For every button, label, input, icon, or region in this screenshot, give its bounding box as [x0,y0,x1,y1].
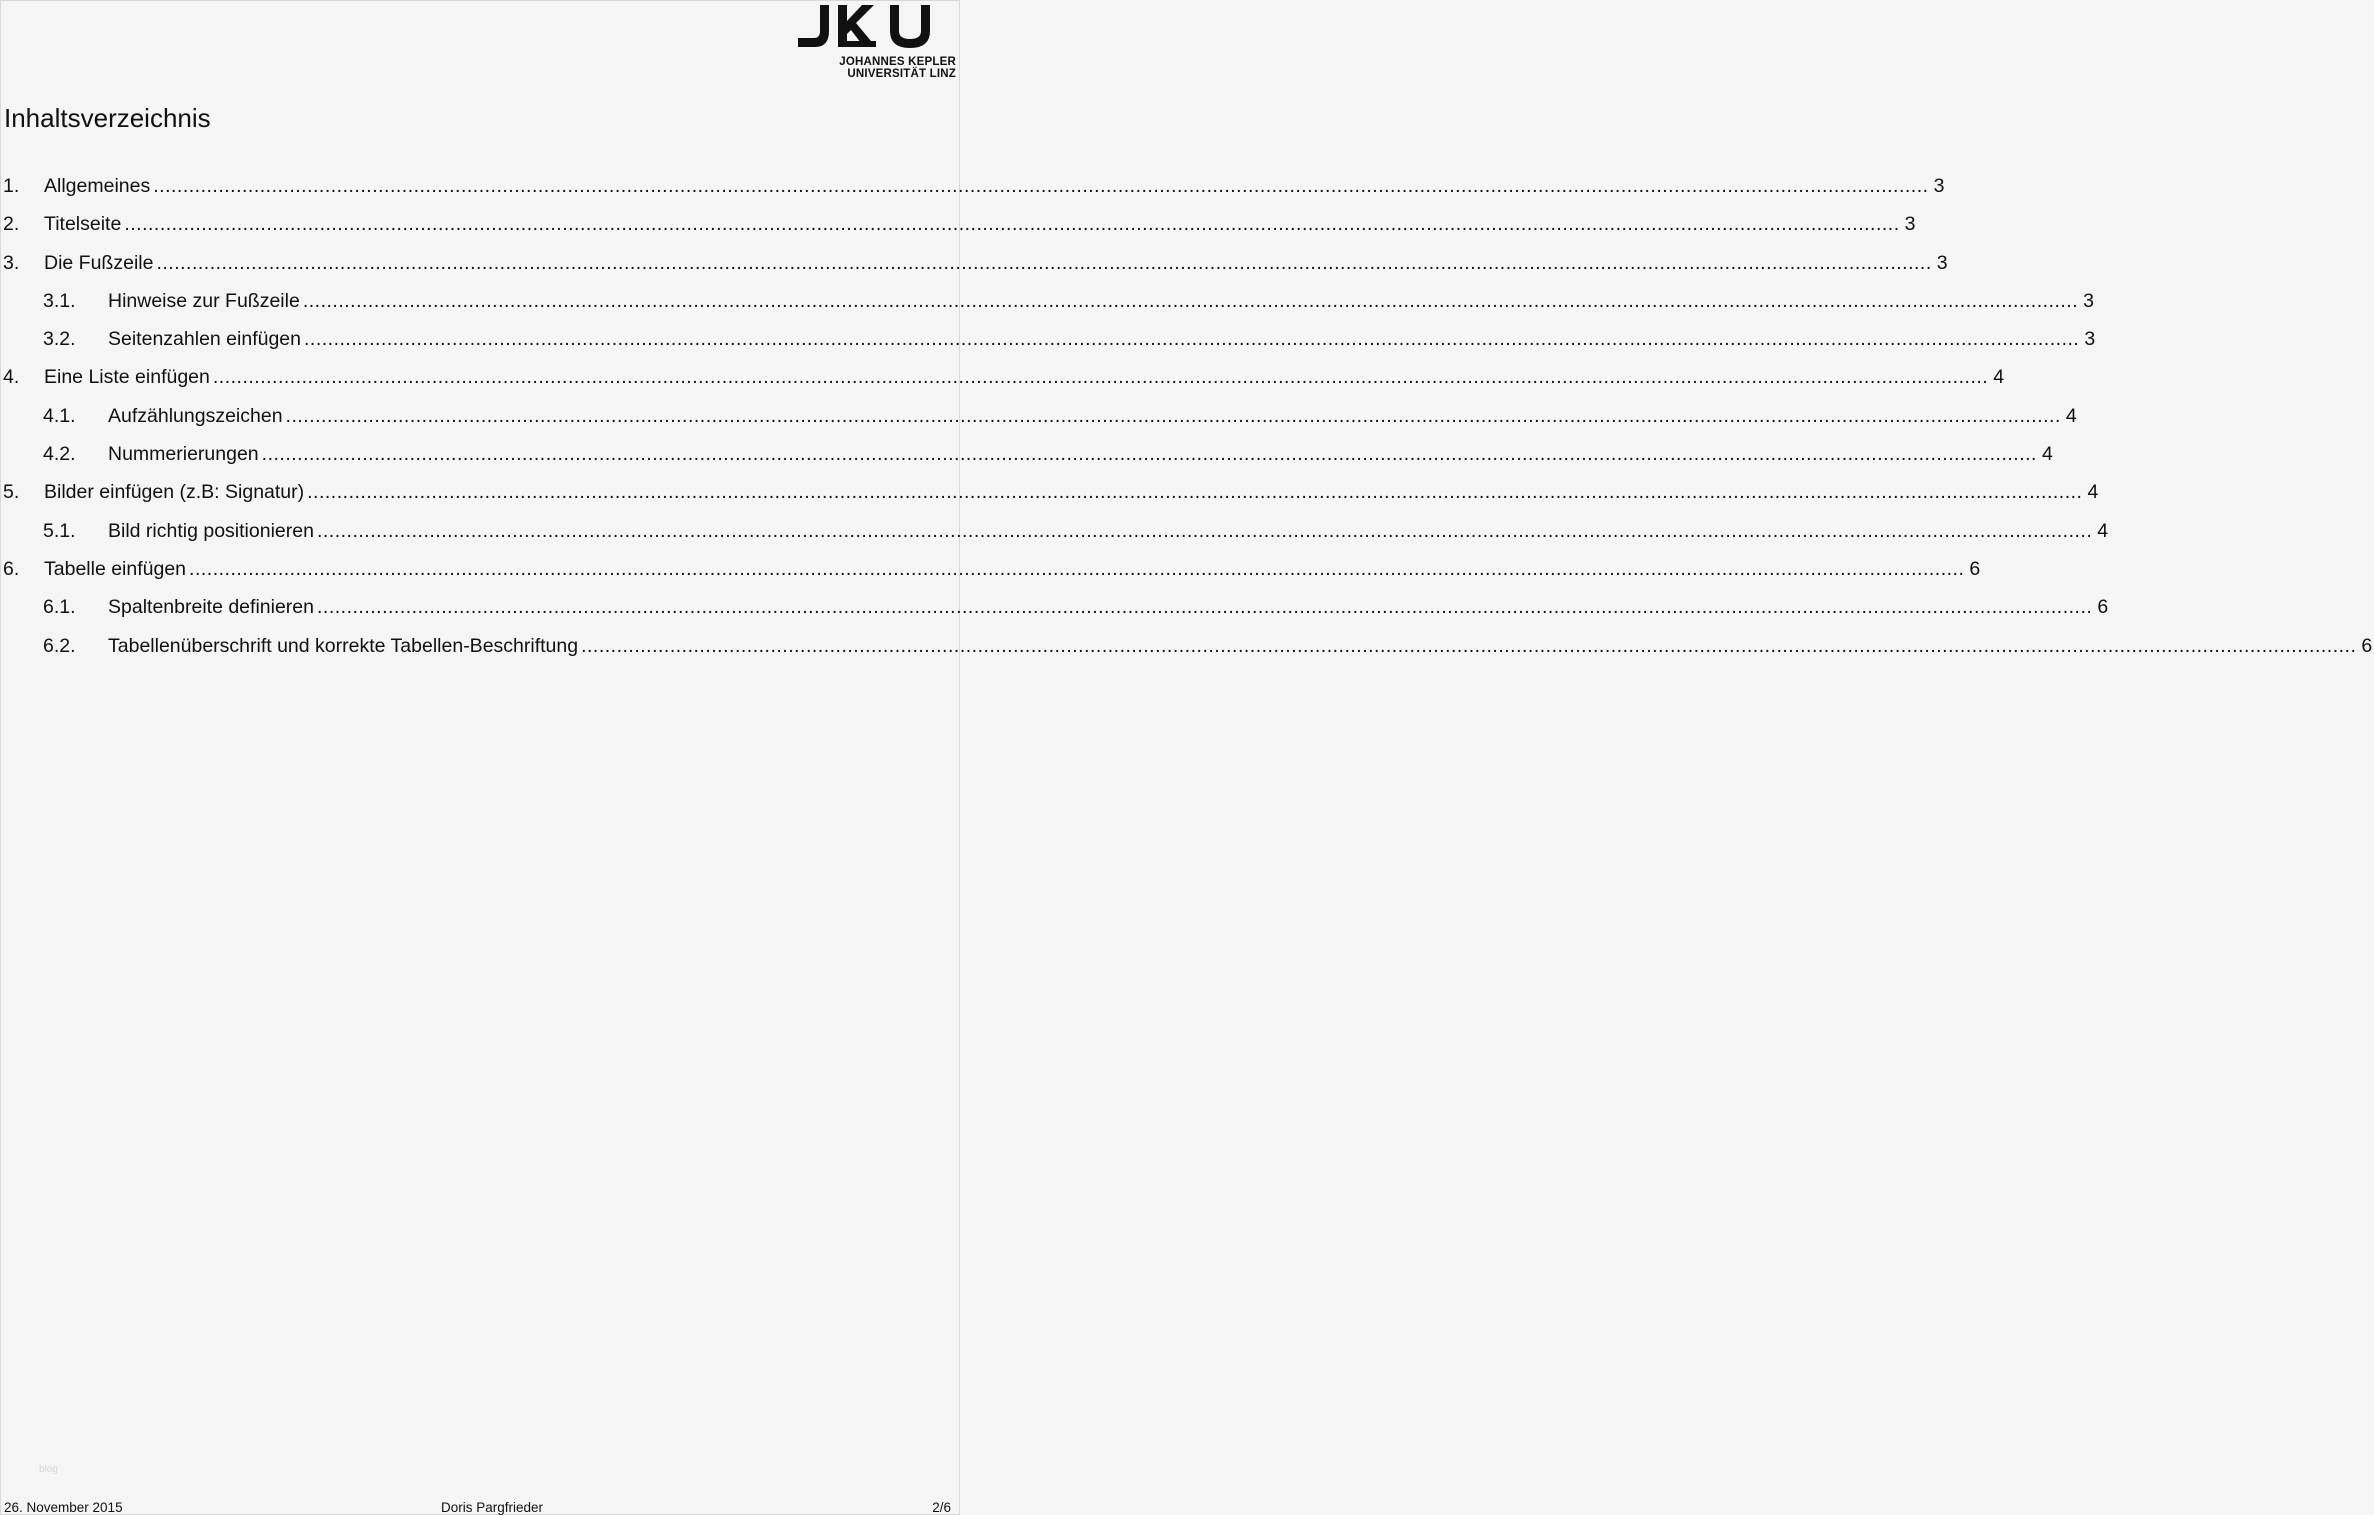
toc-entry-number: 6.1. [43,596,76,619]
toc-entry[interactable] [1,366,2005,404]
jku-logo [798,3,956,81]
toc-entry-page: 4 [1993,366,2005,389]
toc-entry-number: 1. [3,175,20,197]
toc-dot-leader: ............................................................................................................................................................................................................................................................................................................ [316,596,2093,619]
toc-entry-page: 4 [2041,443,2053,466]
toc-entry-page: 3 [1933,175,1945,197]
toc-entry-number: 4. [3,366,20,389]
toc-dot-leader: ............................................................................................................................................................................................................................................................................................................ [304,328,2080,351]
toc-list [1,175,2373,673]
toc-entry-number: 2. [3,213,20,236]
footer-page-number: 2/6 [932,1500,951,1515]
toc-entry[interactable] [1,596,2109,634]
toc-entry-text: Nummerierungen [108,443,259,466]
toc-entry-number: 6.2. [43,634,76,657]
toc-entry[interactable] [1,404,2077,443]
toc-entry-number: 4.2. [43,443,76,466]
toc-entry[interactable] [1,328,2096,366]
toc-title: Inhaltsverzeichnis [4,103,211,133]
toc-entry-page: 6 [2361,634,2373,657]
toc-entry[interactable] [1,289,2094,328]
toc-entry-text: Eine Liste einfügen [44,366,210,389]
toc-entry-text: Bild richtig positionieren [108,519,314,542]
toc-entry-text: Hinweise zur Fußzeile [108,289,300,312]
footer-date: 26. November 2015 [4,1500,123,1515]
footer-author: Doris Pargfrieder [441,1500,544,1515]
toc-entry-text: Titelseite [44,213,122,236]
toc-entry[interactable] [1,519,2109,558]
toc-entry[interactable] [1,481,2099,519]
toc-entry-text: Tabellenüberschrift und korrekte Tabellen-Beschriftung [108,634,579,657]
toc-dot-leader: ............................................................................................................................................................................................................................................................................................................ [261,443,2037,466]
logo-line-2: UNIVERSITÄT LINZ [847,68,956,80]
jku-logo-icon [798,3,956,53]
toc-entry-page: 4 [2065,404,2077,427]
toc-entry-page: 3 [1936,251,1948,274]
logo-caption [839,56,956,80]
toc-entry-number: 5. [3,481,20,504]
toc-entry-number: 3.1. [43,289,76,312]
toc-entry-text: Spaltenbreite definieren [108,596,314,619]
toc-entry-page: 4 [2097,519,2109,542]
toc-entry-number: 3. [3,251,20,274]
toc-entry[interactable] [1,251,1948,290]
toc-entry-page: 4 [2087,481,2099,504]
toc-dot-leader: ............................................................................................................................................................................................................................................................................................................ [316,519,2093,542]
toc-entry-text: Tabelle einfügen [44,557,187,580]
toc-entry[interactable] [1,175,1945,213]
toc-entry-page: 6 [1969,557,1981,580]
toc-entry-text: Bilder einfügen (z.B: Signatur) [44,481,305,504]
toc-entry-text: Seitenzahlen einfügen [108,328,301,351]
watermark: blog [39,1464,58,1475]
toc-entry-page: 3 [2084,328,2096,351]
toc-entry-number: 6. [3,557,20,580]
toc-entry-text: Aufzählungszeichen [108,404,283,427]
toc-entry[interactable] [1,634,2373,673]
toc-dot-leader: ............................................................................................................................................................................................................................................................................................................ [581,634,2357,657]
toc-dot-leader: ............................................................................................................................................................................................................................................................................................................ [156,251,1932,274]
toc-dot-leader: ............................................................................................................................................................................................................................................................................................................ [212,366,1989,389]
toc-dot-leader: ............................................................................................................................................................................................................................................................................................................ [153,175,1929,197]
toc-dot-leader: ............................................................................................................................................................................................................................................................................................................ [307,481,2083,504]
toc-dot-leader: ............................................................................................................................................................................................................................................................................................................ [124,213,1900,236]
toc-entry-number: 4.1. [43,404,76,427]
toc-entry-page: 3 [1904,213,1916,236]
toc-entry-text: Allgemeines [44,175,151,197]
toc-entry[interactable] [1,443,2053,481]
toc-dot-leader: ............................................................................................................................................................................................................................................................................................................ [189,557,1965,580]
toc-entry-text: Die Fußzeile [44,251,154,274]
logo-line-1: JOHANNES KEPLER [839,56,956,68]
toc-dot-leader: ............................................................................................................................................................................................................................................................................................................ [285,404,2061,427]
toc-entry-number: 3.2. [43,328,76,351]
toc-entry[interactable] [1,213,1916,251]
toc-dot-leader: ............................................................................................................................................................................................................................................................................................................ [302,289,2079,312]
toc-entry-page: 3 [2083,289,2094,312]
toc-entry[interactable] [1,557,1981,596]
toc-entry-page: 6 [2097,596,2109,619]
toc-entry-number: 5.1. [43,519,76,542]
